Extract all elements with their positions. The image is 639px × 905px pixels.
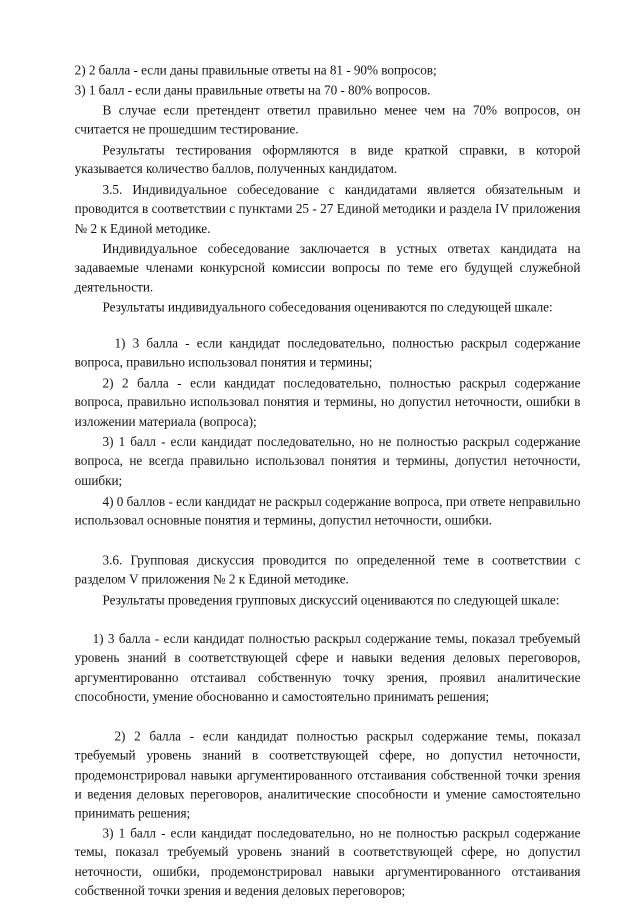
interview-score-0: 4) 0 баллов - если кандидат не раскрыл содержание вопроса, при ответе неправильно использовал основные понятия и термины, допустил неточности, ошибки. bbox=[74, 493, 581, 528]
discussion-score-1: 3) 1 балл - если кандидат последовательно, но не полностью раскрыл содержание темы, показал требуемый уровень знаний в соответствующей сфере, но допустил неточности, ошибки, продемонстрировал навыки аргументированного отстаивания собственной точки зрения и ведения деловых переговоров; bbox=[74, 825, 581, 898]
section-3-5-paragraph: 3.5. Индивидуальное собеседование с кандидатами является обязательным и проводится в соответствии с пунктами 25 - 27 Единой методики и раздела IV приложения № 2 к Единой методике. bbox=[74, 182, 581, 236]
test-results-paragraph: Результаты тестирования оформляются в виде краткой справки, в которой указывается количество баллов, полученных кандидатом. bbox=[74, 142, 581, 177]
interview-score-2: 2) 2 балла - если кандидат последовательно, полностью раскрыл содержание вопроса, правильно использовал понятия и термины, но допустил неточности, ошибки в изложении материала (вопроса); bbox=[74, 375, 581, 429]
discussion-scale-intro: Результаты проведения групповых дискуссий оцениваются по следующей шкале: bbox=[102, 592, 560, 608]
interview-score-1: 3) 1 балл - если кандидат последовательно, но не полностью раскрыл содержание вопроса, не всегда правильно использовал понятия и термины, допустил неточности, ошибки; bbox=[74, 434, 581, 488]
failed-test-paragraph: В случае если претендент ответил правильно менее чем на 70% вопросов, он считается не прошедшим тестирование. bbox=[74, 102, 581, 137]
interview-description-paragraph: Индивидуальное собеседование заключается в устных ответах кандидата на задаваемые членами конкурсной комиссии вопросы по теме его будущей служебной деятельности. bbox=[74, 240, 581, 295]
interview-scale-intro: Результаты индивидуального собеседования оцениваются по следующей шкале: bbox=[102, 299, 553, 315]
interview-score-3: 1) 3 балла - если кандидат последовательно, полностью раскрыл содержание вопроса, правильно использовал понятия и термины; bbox=[74, 335, 581, 370]
score-item-2-points: 2) 2 балла - если даны правильные ответы на 81 - 90% вопросов; bbox=[74, 62, 437, 78]
discussion-score-2: 2) 2 балла - если кандидат полностью раскрыл содержание темы, показал требуемый уровень знаний в соответствующей сфере, но допустил неточности, продемонстрировал навыки аргументированного отстаивания собственной точки зрения и ведения деловых переговоров, аналитические способности и умение самостоятельно принимать решения; bbox=[74, 728, 581, 821]
discussion-score-3: 1) 3 балла - если кандидат полностью раскрыл содержание темы, показал требуемый уровень знаний в соответствующей сфере и навыки ведения деловых переговоров, аргументированно отстаивал собственную точку зрения, проявил аналитические способности, умение обоснованно и самостоятельно принимать решения; bbox=[74, 631, 581, 704]
score-item-1-point: 3) 1 балл - если даны правильные ответы на 70 - 80% вопросов. bbox=[74, 82, 431, 98]
section-3-6-paragraph: 3.6. Групповая дискуссия проводится по определенной теме в соответствии с разделом V приложения № 2 к Единой методике. bbox=[74, 552, 581, 587]
